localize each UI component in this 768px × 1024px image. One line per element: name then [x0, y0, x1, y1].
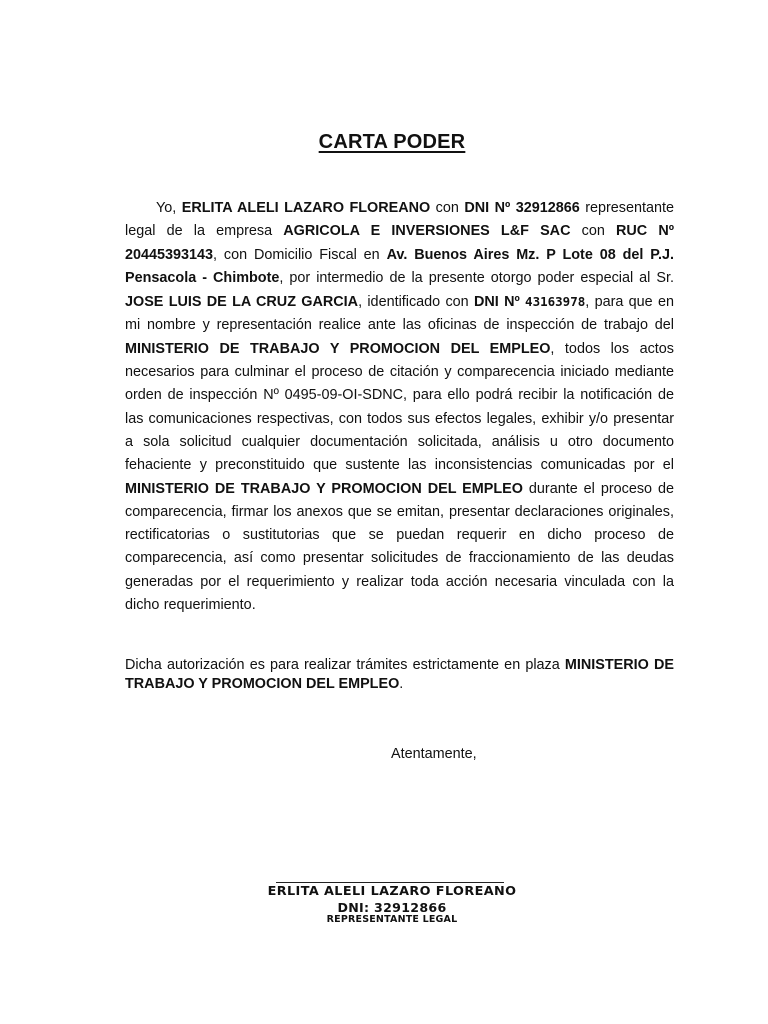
- paragraph-2: [125, 656, 674, 693]
- text-span: , con Domicilio Fiscal en: [213, 246, 387, 263]
- text-span: con: [570, 223, 617, 240]
- text-span: , identificado con: [358, 294, 474, 311]
- ministry-name: MINISTERIO DE TRABAJO Y PROMOCION DEL EMPLEO: [125, 657, 674, 692]
- document-title: CARTA PODER: [318, 131, 466, 153]
- ministry-name: MINISTERIO DE TRABAJO Y PROMOCION DEL EMPLEO: [125, 340, 551, 357]
- attorney-dni-number: 43163978: [525, 294, 586, 310]
- grantor-name: ERLITA ALELI LAZARO FLOREANO: [181, 200, 431, 216]
- text-span: con: [430, 200, 465, 216]
- signature-line: [276, 882, 504, 883]
- paragraph-1: [125, 197, 674, 617]
- paragraph-authorization: [125, 656, 674, 693]
- text-span: Yo,: [156, 200, 182, 216]
- company-ruc: RUC Nº 20445393143: [125, 223, 675, 263]
- text-span: .: [399, 675, 404, 692]
- signature-dni: DNI: 32912866: [337, 900, 447, 915]
- closing-salutation: Atentamente,: [391, 746, 477, 762]
- text-span: representante legal de la empresa: [125, 200, 674, 240]
- grantor-dni: DNI Nº 32912866: [464, 200, 580, 216]
- ministry-name: MINISTERIO DE TRABAJO Y PROMOCION DEL EMPLEO: [125, 480, 523, 497]
- signature-role: REPRESENTANTE LEGAL: [326, 914, 458, 925]
- text-span: durante el proceso de comparecencia, firmar los anexos que se emitan, presentar declaraciones originales, rectificatorias o sustitutorias que se puedan requerir en dicho proceso de comparecencia, así como presentar solicitudes de fraccionamiento de las deudas generadas por el requerimiento y realizar toda acción necesaria vinculada con la dicho requerimiento.: [125, 480, 674, 614]
- text-span: , por intermedio de la presente otorgo poder especial al Sr.: [279, 269, 674, 286]
- text-span: , todos los actos necesarios para culminar el proceso de citación y comparecencia iniciado mediante orden de inspección Nº 0495-09-OI-SDNC, para ello podrá recibir la notificación de las comunicaciones respectivas, con todos sus efectos legales, exhibir y/o presentar a sola solicitud cualquier documentación solicitada, análisis u otro documento fehaciente y preconstituido que sustente las inconsistencias comunicadas por el: [125, 340, 674, 474]
- text-span: , para que en mi nombre y representación realice ante las oficinas de inspección de trabajo del: [125, 294, 674, 334]
- attorney-dni-label: DNI Nº: [473, 294, 520, 311]
- company-name: AGRICOLA E INVERSIONES L&F SAC: [283, 223, 571, 240]
- company-address: Av. Buenos Aires Mz. P Lote 08 del P.J. Pensacola - Chimbote: [125, 246, 674, 286]
- text-span: Dicha autorización es para realizar trámites estrictamente en plaza: [125, 657, 565, 673]
- paragraph-power-of-attorney: [125, 197, 674, 617]
- signature-name: ERLITA ALELI LAZARO FLOREANO: [267, 884, 517, 899]
- attorney-name: JOSE LUIS DE LA CRUZ GARCIA: [125, 294, 359, 311]
